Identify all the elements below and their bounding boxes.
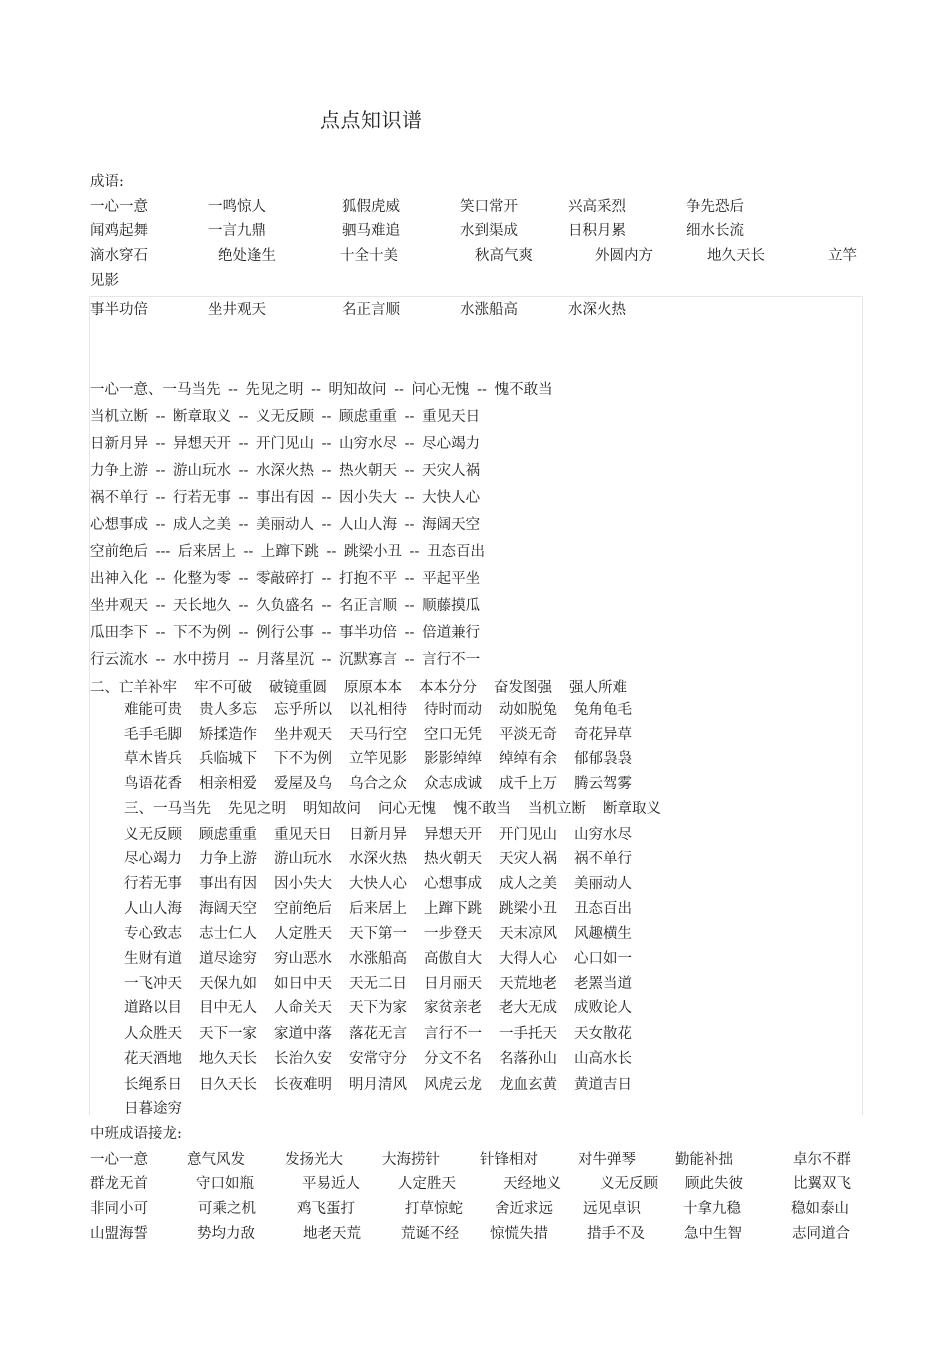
chain-line: 当机立断 -- 断章取义 -- 义无反顾 -- 顾虑重重 -- 重见天日 [90, 409, 481, 425]
idiom: 荒诞不经 [401, 1226, 459, 1242]
section3-row [124, 947, 649, 968]
idiom: 忘乎所以 [274, 702, 332, 718]
idiom: 花天酒地 [124, 1051, 182, 1067]
idiom-row [90, 219, 870, 241]
idiom: 事出有因 [199, 876, 257, 892]
section3-row [124, 1047, 649, 1068]
section-label-idioms: 成语: [90, 174, 124, 190]
chain-line: 一心一意、一马当先 -- 先见之明 -- 明知故问 -- 问心无愧 -- 愧不敢当 [90, 382, 553, 398]
relay-row [90, 1197, 870, 1219]
idiom: 鸡飞蛋打 [297, 1201, 355, 1217]
idiom: 断章取义 [603, 801, 661, 817]
idiom-row [90, 244, 870, 266]
idiom: 后来居上 [349, 901, 407, 917]
idiom: 一步登天 [424, 926, 482, 942]
idiom: 一手托天 [499, 1026, 557, 1042]
idiom: 专心致志 [124, 926, 182, 942]
idiom: 待时而动 [424, 702, 482, 718]
idiom: 打草惊蛇 [405, 1201, 463, 1217]
idiom: 日久天长 [199, 1077, 257, 1093]
idiom: 先见之明 [228, 801, 286, 817]
section-label-relay: 中班成语接龙: [90, 1126, 182, 1142]
idiom: 长夜难明 [274, 1077, 332, 1093]
idiom: 一马当先 [153, 801, 211, 817]
idiom: 问心无愧 [378, 801, 436, 817]
section3-row [124, 996, 649, 1017]
idiom: 人山人海 [124, 901, 182, 917]
idiom: 笑口常开 [460, 199, 518, 215]
idiom: 力争上游 [199, 851, 257, 867]
idiom: 群龙无首 [90, 1176, 148, 1192]
idiom: 狐假虎威 [342, 199, 400, 215]
idiom: 牢不可破 [194, 680, 252, 696]
idiom: 爱屋及乌 [274, 776, 332, 792]
idiom: 山盟海誓 [90, 1226, 148, 1242]
idiom: 平易近人 [302, 1176, 360, 1192]
idiom: 人定胜天 [398, 1176, 456, 1192]
idiom: 黄道吉日 [574, 1077, 632, 1093]
idiom: 愧不敢当 [453, 801, 511, 817]
idiom-row [90, 298, 870, 320]
idiom: 风虎云龙 [424, 1077, 482, 1093]
idiom: 卓尔不群 [793, 1152, 851, 1168]
chain-line: 心想事成 -- 成人之美 -- 美丽动人 -- 人山人海 -- 海阔天空 [90, 517, 481, 533]
idiom: 地久天长 [199, 1051, 257, 1067]
idiom: 海阔天空 [199, 901, 257, 917]
idiom: 心想事成 [424, 876, 482, 892]
idiom: 郁郁袅袅 [574, 751, 632, 767]
idiom: 守口如瓶 [196, 1176, 254, 1192]
idiom: 顾此失彼 [685, 1176, 743, 1192]
idiom-wrap: 见影 [90, 273, 119, 289]
idiom: 异想天开 [424, 827, 482, 843]
idiom: 家道中落 [274, 1026, 332, 1042]
idiom: 人众胜天 [124, 1026, 182, 1042]
idiom: 志士仁人 [199, 926, 257, 942]
idiom: 远见卓识 [583, 1201, 641, 1217]
idiom: 志同道合 [792, 1226, 850, 1242]
idiom: 祸不单行 [574, 851, 632, 867]
idiom: 稳如泰山 [791, 1201, 849, 1217]
idiom: 闻鸡起舞 [90, 223, 148, 239]
idiom: 名落孙山 [499, 1051, 557, 1067]
idiom: 天经地义 [503, 1176, 561, 1192]
idiom: 绝处逢生 [218, 248, 276, 264]
idiom: 成人之美 [499, 876, 557, 892]
idiom: 矫揉造作 [199, 727, 257, 743]
idiom: 坐井观天 [274, 727, 332, 743]
idiom: 热火朝天 [424, 851, 482, 867]
idiom: 明月清风 [349, 1077, 407, 1093]
section2-row [90, 676, 644, 697]
idiom: 针锋相对 [480, 1152, 538, 1168]
idiom: 水涨船高 [460, 302, 518, 318]
idiom: 天荒地老 [499, 976, 557, 992]
section2-row [124, 747, 649, 768]
idiom: 名正言顺 [342, 302, 400, 318]
idiom: 天下第一 [349, 926, 407, 942]
page-title: 点点知识谱 [320, 108, 423, 132]
idiom: 毛手毛脚 [124, 727, 182, 743]
idiom: 天下为家 [349, 1000, 407, 1016]
idiom: 急中生智 [684, 1226, 742, 1242]
idiom: 一心一意 [90, 1152, 148, 1168]
idiom: 绰绰有余 [499, 751, 557, 767]
idiom: 顾虑重重 [199, 827, 257, 843]
idiom: 道尽途穷 [199, 951, 257, 967]
idiom: 家贫亲老 [424, 1000, 482, 1016]
idiom: 成千上万 [499, 776, 557, 792]
idiom: 对牛弹琴 [578, 1152, 636, 1168]
idiom: 动如脱兔 [499, 702, 557, 718]
idiom: 相亲相爱 [199, 776, 257, 792]
section3-row [124, 1022, 649, 1043]
idiom: 发扬光大 [285, 1152, 343, 1168]
idiom: 驷马难追 [342, 223, 400, 239]
idiom: 原原本本 [344, 680, 402, 696]
idiom: 目中无人 [199, 1000, 257, 1016]
idiom: 滴水穿石 [90, 248, 148, 264]
idiom: 大得人心 [499, 951, 557, 967]
idiom: 惊慌失措 [490, 1226, 548, 1242]
idiom: 天女散花 [574, 1026, 632, 1042]
idiom: 水深火热 [568, 302, 626, 318]
idiom: 天保九如 [199, 976, 257, 992]
idiom: 勤能补拙 [675, 1152, 733, 1168]
idiom: 老大无成 [499, 1000, 557, 1016]
idiom: 争先恐后 [686, 199, 744, 215]
idiom: 日积月累 [568, 223, 626, 239]
idiom: 日月丽天 [424, 976, 482, 992]
section3-row [124, 847, 649, 868]
idiom: 义无反顾 [600, 1176, 658, 1192]
idiom: 一心一意 [90, 199, 148, 215]
idiom: 外圆内方 [595, 248, 653, 264]
chain-line: 坐井观天 -- 天长地久 -- 久负盛名 -- 名正言顺 -- 顺藤摸瓜 [90, 598, 481, 614]
idiom: 天下一家 [199, 1026, 257, 1042]
idiom: 落花无言 [349, 1026, 407, 1042]
idiom: 水到渠成 [460, 223, 518, 239]
section3-row [124, 972, 649, 993]
idiom: 众志成诚 [424, 776, 482, 792]
idiom: 奋发图强 [494, 680, 552, 696]
idiom: 生财有道 [124, 951, 182, 967]
section-number: 二、 [90, 680, 119, 696]
idiom: 一言九鼎 [208, 223, 266, 239]
idiom: 贵人多忘 [199, 702, 257, 718]
idiom: 日新月异 [349, 827, 407, 843]
idiom-row [90, 195, 870, 217]
idiom: 鸟语花香 [124, 776, 182, 792]
idiom: 舍近求远 [495, 1201, 553, 1217]
idiom: 跳梁小丑 [499, 901, 557, 917]
idiom: 奇花异草 [574, 727, 632, 743]
idiom: 人定胜天 [274, 926, 332, 942]
idiom: 比翼双飞 [793, 1176, 851, 1192]
idiom: 措手不及 [587, 1226, 645, 1242]
idiom: 立竿 [828, 248, 857, 264]
idiom: 义无反顾 [124, 827, 182, 843]
idiom-wrap: 日暮途穷 [124, 1101, 182, 1117]
section3-row [124, 897, 649, 918]
section2-row [124, 698, 649, 719]
idiom: 因小失大 [274, 876, 332, 892]
idiom: 言行不一 [424, 1026, 482, 1042]
idiom: 风趣横生 [574, 926, 632, 942]
idiom: 穷山恶水 [274, 951, 332, 967]
idiom: 本本分分 [419, 680, 477, 696]
idiom: 兴高采烈 [568, 199, 626, 215]
idiom: 强人所难 [569, 680, 627, 696]
idiom: 空口无凭 [424, 727, 482, 743]
idiom: 秋高气爽 [475, 248, 533, 264]
idiom: 立竿见影 [349, 751, 407, 767]
idiom: 开门见山 [499, 827, 557, 843]
idiom: 下不为例 [274, 751, 332, 767]
idiom: 兵临城下 [199, 751, 257, 767]
idiom: 坐井观天 [208, 302, 266, 318]
idiom: 以礼相待 [349, 702, 407, 718]
idiom: 分文不名 [424, 1051, 482, 1067]
chain-line: 行云流水 -- 水中捞月 -- 月落星沉 -- 沉默寡言 -- 言行不一 [90, 652, 481, 668]
idiom: 明知故问 [303, 801, 361, 817]
idiom: 乌合之众 [349, 776, 407, 792]
section3-row [124, 922, 649, 943]
idiom: 一飞冲天 [124, 976, 182, 992]
idiom: 地老天荒 [303, 1226, 361, 1242]
section-number: 三、 [124, 801, 153, 817]
section2-row [124, 723, 649, 744]
idiom: 一鸣惊人 [208, 199, 266, 215]
section3-row [124, 797, 678, 818]
idiom: 如日中天 [274, 976, 332, 992]
idiom: 水深火热 [349, 851, 407, 867]
idiom: 人命关天 [274, 1000, 332, 1016]
idiom: 地久天长 [707, 248, 765, 264]
idiom: 可乘之机 [198, 1201, 256, 1217]
idiom: 草木皆兵 [124, 751, 182, 767]
idiom: 心口如一 [574, 951, 632, 967]
idiom: 天马行空 [349, 727, 407, 743]
idiom: 安常守分 [349, 1051, 407, 1067]
chain-line: 出神入化 -- 化整为零 -- 零敲碎打 -- 打抱不平 -- 平起平坐 [90, 571, 481, 587]
idiom: 行若无事 [124, 876, 182, 892]
idiom: 道路以目 [124, 1000, 182, 1016]
idiom: 天无二日 [349, 976, 407, 992]
idiom: 十拿九稳 [683, 1201, 741, 1217]
section3-row [124, 823, 649, 844]
idiom: 重见天日 [274, 827, 332, 843]
idiom: 意气风发 [187, 1152, 245, 1168]
idiom: 长绳系日 [124, 1077, 182, 1093]
chain-line: 祸不单行 -- 行若无事 -- 事出有因 -- 因小失大 -- 大快人心 [90, 490, 481, 506]
idiom: 游山玩水 [274, 851, 332, 867]
relay-row [90, 1172, 870, 1194]
idiom: 山高水长 [574, 1051, 632, 1067]
idiom: 高傲自大 [424, 951, 482, 967]
idiom: 非同小可 [90, 1201, 148, 1217]
idiom: 山穷水尽 [574, 827, 632, 843]
idiom: 亡羊补牢 [119, 680, 177, 696]
relay-row [90, 1148, 870, 1170]
idiom: 空前绝后 [274, 901, 332, 917]
idiom: 兔角龟毛 [574, 702, 632, 718]
section3-row [124, 872, 649, 893]
idiom: 难能可贵 [124, 702, 182, 718]
section2-row [124, 772, 649, 793]
idiom: 大海捞针 [382, 1152, 440, 1168]
chain-line: 空前绝后 --- 后来居上 -- 上蹿下跳 -- 跳梁小丑 -- 丑态百出 [90, 544, 485, 560]
idiom: 影影绰绰 [424, 751, 482, 767]
idiom: 平淡无奇 [499, 727, 557, 743]
chain-line: 力争上游 -- 游山玩水 -- 水深火热 -- 热火朝天 -- 天灾人祸 [90, 463, 481, 479]
idiom: 当机立断 [528, 801, 586, 817]
idiom: 十全十美 [340, 248, 398, 264]
chain-line: 瓜田李下 -- 下不为例 -- 例行公事 -- 事半功倍 -- 倍道兼行 [90, 625, 481, 641]
idiom: 破镜重圆 [269, 680, 327, 696]
idiom: 龙血玄黄 [499, 1077, 557, 1093]
idiom: 长治久安 [274, 1051, 332, 1067]
relay-row [90, 1222, 870, 1244]
idiom: 腾云驾雾 [574, 776, 632, 792]
section3-row [124, 1073, 649, 1094]
idiom: 天灾人祸 [499, 851, 557, 867]
idiom: 成败论人 [574, 1000, 632, 1016]
idiom: 天末凉风 [499, 926, 557, 942]
idiom: 大快人心 [349, 876, 407, 892]
idiom: 细水长流 [686, 223, 744, 239]
idiom: 美丽动人 [574, 876, 632, 892]
idiom: 水涨船高 [349, 951, 407, 967]
idiom: 势均力敌 [197, 1226, 255, 1242]
idiom: 上蹿下跳 [424, 901, 482, 917]
idiom: 事半功倍 [90, 302, 148, 318]
idiom: 老罴当道 [574, 976, 632, 992]
idiom: 丑态百出 [574, 901, 632, 917]
idiom: 尽心竭力 [124, 851, 182, 867]
chain-line: 日新月异 -- 异想天开 -- 开门见山 -- 山穷水尽 -- 尽心竭力 [90, 436, 481, 452]
